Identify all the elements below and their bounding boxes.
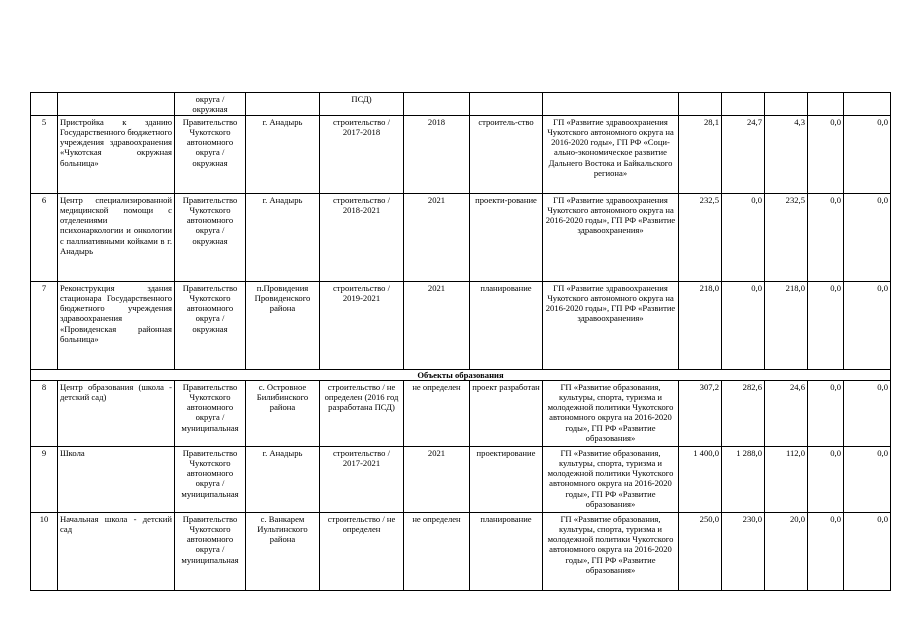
row-number: 7 [31,281,58,369]
value-4: 0,0 [808,380,844,446]
status-cell: проекти-рование [470,193,543,281]
stage-cell: строительство / 2017-2018 [320,115,404,193]
value-1: 218,0 [679,281,722,369]
year-cell: 2021 [404,193,470,281]
year-cell: не определен [404,512,470,590]
stage-cell: ПСД) [320,93,404,116]
row-number: 10 [31,512,58,590]
stage-cell: строительство / 2019-2021 [320,281,404,369]
table-row [31,193,891,281]
table-row [31,512,891,590]
stage-cell: строительство / не определен (2016 год разработана ПСД) [320,380,404,446]
value-2: 0,0 [722,193,765,281]
location-cell: п.Провидения Провиденского района [246,281,320,369]
value-5: 0,0 [844,115,891,193]
location-cell: г. Анадырь [246,193,320,281]
value-2: 0,0 [722,281,765,369]
status-cell: планирование [470,281,543,369]
table-row [31,115,891,193]
value-2: 282,6 [722,380,765,446]
value-1: 307,2 [679,380,722,446]
year-cell: 2021 [404,281,470,369]
value-5: 0,0 [844,380,891,446]
object-name: Начальная школа - детский сад [58,512,175,590]
value-5: 0,0 [844,281,891,369]
value-1: 250,0 [679,512,722,590]
location-cell: с. Ванкарем Иультинского района [246,512,320,590]
value-2: 230,0 [722,512,765,590]
program-cell: ГП «Развитие образования, культуры, спорта, туризма и молодежной политики Чукотского автономного округа на 2016-2020 годы», ГП РФ «Развитие образования» [543,446,679,512]
value-2: 1 288,0 [722,446,765,512]
value-3: 218,0 [765,281,808,369]
year-cell: не определен [404,380,470,446]
location-cell: г. Анадырь [246,115,320,193]
value-5: 0,0 [844,446,891,512]
value-1: 28,1 [679,115,722,193]
object-name: Центр образования (школа - детский сад) [58,380,175,446]
stage-cell: строительство / 2017-2021 [320,446,404,512]
object-name: Реконструкция здания стационара Государственного бюджетного учреждения здравоохранения «Провиденская районная больница» [58,281,175,369]
value-4: 0,0 [808,281,844,369]
year-cell: 2021 [404,446,470,512]
object-name: Центр специализированной медицинской помощи с отделениями психонаркологии и онкологии с паллиативными койками в г. Анадырь [58,193,175,281]
object-name: Пристройка к зданию Государственного бюджетного учреждения здравоохранения «Чукотская окружная больница» [58,115,175,193]
value-5: 0,0 [844,512,891,590]
customer-cell: Правительство Чукотского автономного округа / муниципальная [175,380,246,446]
section-header-row [31,369,891,380]
value-2: 24,7 [722,115,765,193]
value-1: 1 400,0 [679,446,722,512]
section-title: Объекты образования [31,369,891,380]
customer-cell: Правительство Чукотского автономного округа / окружная [175,115,246,193]
value-3: 24,6 [765,380,808,446]
customer-cell: Правительство Чукотского автономного округа / окружная [175,193,246,281]
value-5: 0,0 [844,193,891,281]
value-4: 0,0 [808,512,844,590]
year-cell: 2018 [404,115,470,193]
value-3: 112,0 [765,446,808,512]
row-number: 8 [31,380,58,446]
program-cell: ГП «Развитие здравоохранения Чукотского автономного округа на 2016-2020 годы», ГП РФ «Соци-ально-экономическое развитие Дальнего Востока и Байкальского региона» [543,115,679,193]
status-cell: строитель-ство [470,115,543,193]
location-cell: г. Анадырь [246,446,320,512]
value-3: 20,0 [765,512,808,590]
value-3: 232,5 [765,193,808,281]
program-cell: ГП «Развитие здравоохранения Чукотского автономного округа на 2016-2020 годы», ГП РФ «Развитие здравоохранения» [543,281,679,369]
table-row [31,446,891,512]
table-row-continued [31,93,891,116]
status-cell: проект разработан [470,380,543,446]
stage-cell: строительство / не определен [320,512,404,590]
location-cell: с. Островное Билибинского района [246,380,320,446]
program-cell: ГП «Развитие образования, культуры, спорта, туризма и молодежной политики Чукотского автономного округа на 2016-2020 годы», ГП РФ «Развитие образования» [543,380,679,446]
customer-cell: Правительство Чукотского автономного округа / муниципальная [175,512,246,590]
customer-cell: округа / окружная [175,93,246,116]
value-1: 232,5 [679,193,722,281]
value-3: 4,3 [765,115,808,193]
row-number: 6 [31,193,58,281]
stage-cell: строительство / 2018-2021 [320,193,404,281]
value-4: 0,0 [808,193,844,281]
row-number: 9 [31,446,58,512]
table-row [31,281,891,369]
row-number: 5 [31,115,58,193]
program-cell: ГП «Развитие образования, культуры, спорта, туризма и молодежной политики Чукотского автономного округа на 2016-2020 годы», ГП РФ «Развитие образования» [543,512,679,590]
investment-objects-table [30,92,891,591]
status-cell: проектирование [470,446,543,512]
status-cell: планирование [470,512,543,590]
value-4: 0,0 [808,446,844,512]
table-row [31,380,891,446]
customer-cell: Правительство Чукотского автономного округа / муниципальная [175,446,246,512]
program-cell: ГП «Развитие здравоохранения Чукотского автономного округа на 2016-2020 годы», ГП РФ «Развитие здравоохранения» [543,193,679,281]
object-name: Школа [58,446,175,512]
customer-cell: Правительство Чукотского автономного округа / окружная [175,281,246,369]
value-4: 0,0 [808,115,844,193]
